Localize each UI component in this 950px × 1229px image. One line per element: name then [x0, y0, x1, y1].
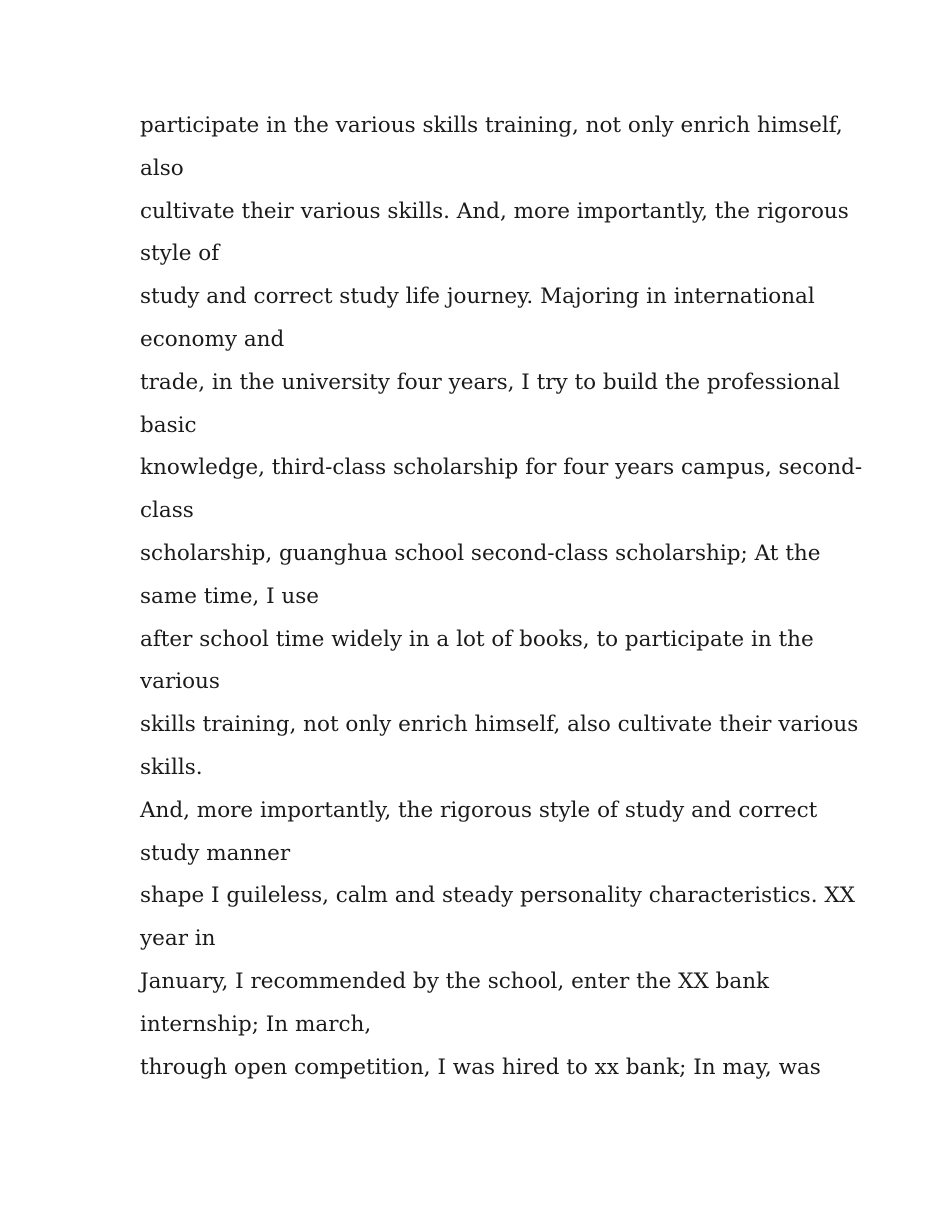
text-line: skills training, not only enrich himself, also cultivate their various: [140, 712, 859, 738]
text-line: after school time widely in a lot of books, to participate in the: [140, 626, 814, 652]
text-line: scholarship, guanghua school second-class scholarship; At the: [140, 540, 821, 566]
text-line: also: [140, 155, 184, 181]
text-line: knowledge, third-class scholarship for four years campus, second-: [140, 455, 863, 481]
text-line: skills.: [140, 754, 203, 780]
text-line: through open competition, I was hired to xx bank; In may, was: [140, 1054, 821, 1080]
body-text: [140, 105, 863, 1089]
text-line: shape I guileless, calm and steady personality characteristics. XX: [140, 883, 855, 909]
text-line: cultivate their various skills. And, more importantly, the rigorous: [140, 198, 849, 224]
text-line: And, more importantly, the rigorous style of study and correct: [140, 797, 818, 823]
text-line: economy and: [140, 326, 285, 352]
text-line: study manner: [140, 840, 291, 866]
text-line: study and correct study life journey. Majoring in international: [140, 284, 815, 310]
text-line: trade, in the university four years, I try to build the professional: [140, 369, 841, 395]
text-line: various: [140, 669, 220, 695]
text-line: same time, I use: [140, 583, 320, 609]
text-line: internship; In march,: [140, 1011, 372, 1037]
text-line: class: [140, 498, 194, 524]
text-line: participate in the various skills training, not only enrich himself,: [140, 113, 843, 138]
text-line: basic: [140, 412, 197, 438]
text-line: style of: [140, 241, 220, 267]
text-line: January, I recommended by the school, enter the XX bank: [140, 968, 770, 994]
text-line: year in: [140, 926, 216, 952]
